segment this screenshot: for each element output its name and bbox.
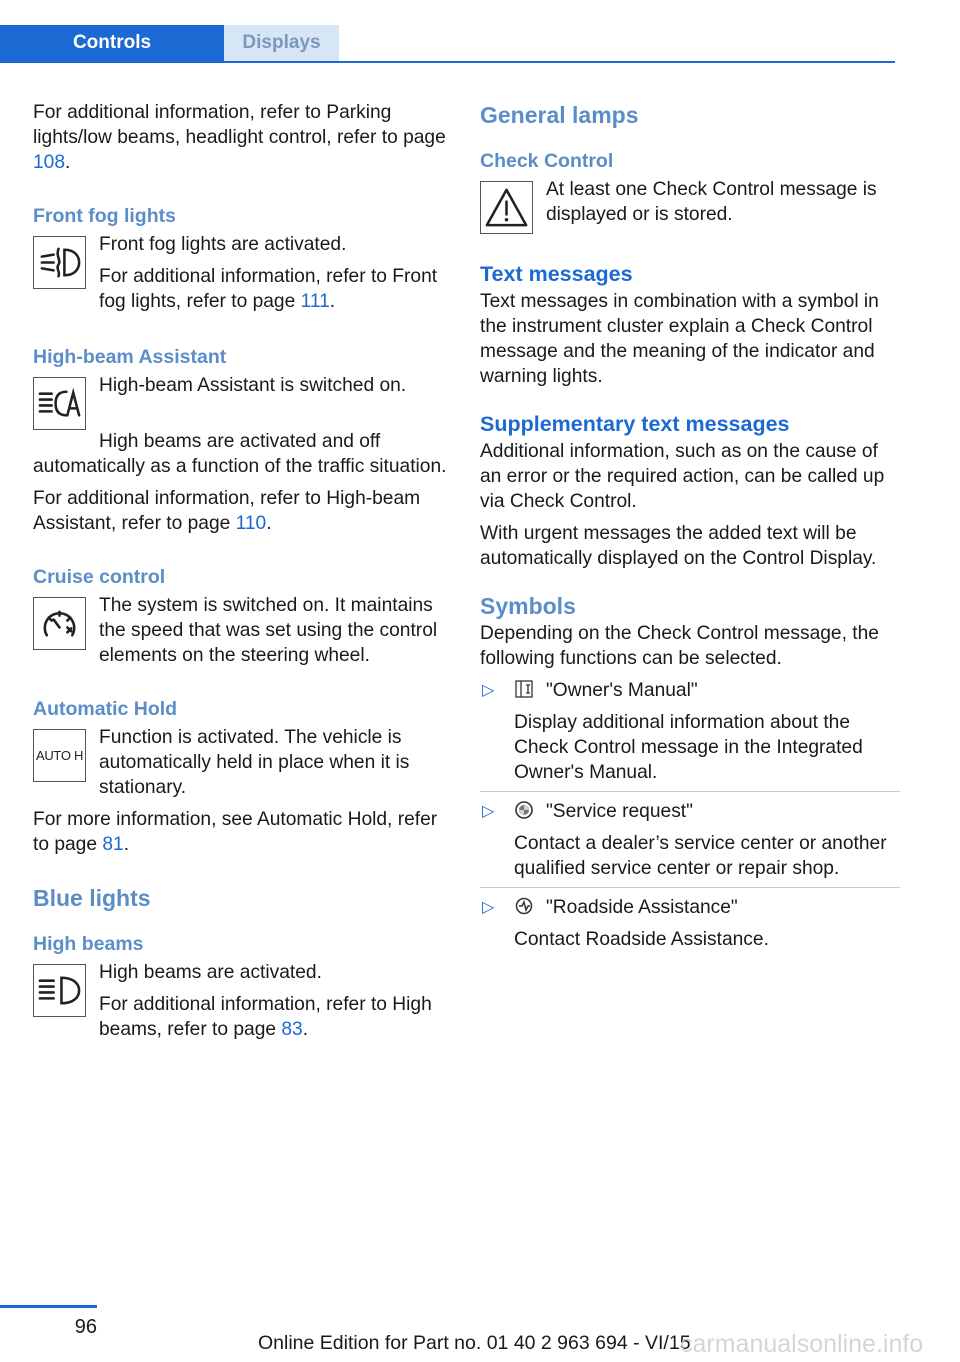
automatic-hold-heading: Automatic Hold (33, 698, 178, 720)
automatic-hold-block (33, 725, 451, 800)
page-number: 96 (74, 1316, 97, 1338)
cruise-control-icon (33, 597, 86, 650)
cruise-control-line1: The system is switched on. It maintains the speed that was set using the control elements on the steering wheel. (99, 595, 438, 666)
supplementary-heading: Supplementary text messages (480, 412, 790, 436)
high-beam-assistant-icon (33, 377, 86, 430)
list-item (480, 895, 900, 958)
symbols-body: Depending on the Check Control message, the following functions can be selected. (480, 623, 879, 669)
front-fog-light-icon (33, 236, 86, 289)
high-beams-icon (33, 964, 86, 1017)
check-control-line1: At least one Check Control message is displayed or is stored. (546, 179, 877, 225)
watermark: carmanualsonline.info (680, 1330, 924, 1358)
front-fog-block (33, 232, 451, 314)
supplementary-body1: Additional information, such as on the cause of an error or the required action, can be called up via Check Control. (480, 441, 885, 512)
check-control-heading: Check Control (480, 150, 614, 172)
front-fog-line1: Front fog lights are activated. (99, 234, 347, 255)
page-link-110[interactable]: 110 (235, 513, 267, 534)
high-beam-assistant-line2: High beams are activated and off automatically as a function of the traffic situation. (33, 431, 447, 477)
front-fog-heading: Front fog lights (33, 205, 176, 227)
auto-hold-icon (33, 729, 86, 782)
page-link-111[interactable]: 111 (300, 291, 330, 312)
text-messages-heading: Text messages (480, 262, 633, 286)
front-fog-line2: For additional information, refer to Front fog lights, refer to page 111. (99, 266, 438, 312)
right-column (480, 100, 900, 965)
bullet-triangle-icon: ▷ (482, 803, 495, 820)
owners-manual-desc: Display additional information about the Check Control message in the Integrated Owner's Manual. (514, 712, 863, 783)
owners-manual-icon (514, 679, 534, 699)
intro-paragraph: For additional information, refer to Parking lights/low beams, headlight control, refer to page 108. (33, 102, 446, 173)
tab-displays[interactable]: Displays (224, 25, 339, 61)
high-beam-assistant-heading: High-beam Assistant (33, 346, 227, 368)
list-item (480, 678, 900, 792)
symbols-heading: Symbols (480, 593, 576, 619)
page-link-83[interactable]: 83 (281, 1019, 303, 1040)
edition-text: Online Edition for Part no. 01 40 2 963 694 - VI/15 (258, 1332, 691, 1354)
warning-triangle-icon (480, 181, 533, 234)
high-beams-heading: High beams (33, 933, 144, 955)
general-lamps-heading: General lamps (480, 102, 639, 128)
roadside-assistance-desc: Contact Roadside Assistance. (514, 929, 769, 950)
tab-controls[interactable]: Controls (0, 25, 224, 61)
service-request-label[interactable]: "Service request" (546, 801, 693, 822)
cruise-control-block (33, 593, 451, 668)
bullet-triangle-icon: ▷ (482, 899, 495, 916)
page-link-108[interactable]: 108 (33, 152, 66, 173)
high-beam-assistant-line3: For additional information, refer to High-beam Assistant, refer to page 110. (33, 488, 421, 534)
service-request-desc: Contact a dealer’s service center or another qualified service center or repair shop. (514, 833, 887, 879)
text-messages-body: Text messages in combination with a symbol in the instrument cluster explain a Check Control message and the meaning of the indicator and warning lights. (480, 291, 879, 387)
owners-manual-label[interactable]: "Owner's Manual" (546, 680, 698, 701)
header-tab-bar (0, 25, 895, 63)
footer-rule (0, 1305, 97, 1308)
high-beams-block (33, 960, 451, 1042)
list-item (480, 799, 900, 888)
roadside-assistance-label[interactable]: "Roadside Assistance" (546, 897, 738, 918)
auto-hold-icon-label: AUTO H (35, 748, 84, 763)
high-beams-line2: For additional information, refer to High beams, refer to page 83. (99, 994, 432, 1040)
automatic-hold-line1: Function is activated. The vehicle is automatically held in place when it is stationary. (99, 727, 410, 798)
blue-lights-heading: Blue lights (33, 885, 151, 911)
left-column (33, 100, 451, 1049)
symbols-list (480, 678, 900, 958)
bullet-triangle-icon: ▷ (482, 682, 495, 699)
high-beam-assistant-line1: High-beam Assistant is switched on. (99, 375, 407, 396)
check-control-block (480, 177, 900, 237)
cruise-control-heading: Cruise control (33, 566, 166, 588)
high-beam-assistant-block (33, 373, 451, 433)
automatic-hold-line2: For more information, see Automatic Hold, refer to page 81. (33, 809, 438, 855)
roadside-assistance-icon (514, 896, 534, 916)
service-request-icon (514, 800, 534, 820)
page-link-81[interactable]: 81 (102, 834, 124, 855)
high-beams-line1: High beams are activated. (99, 962, 322, 983)
supplementary-body2: With urgent messages the added text will be automatically displayed on the Control Display. (480, 523, 877, 569)
